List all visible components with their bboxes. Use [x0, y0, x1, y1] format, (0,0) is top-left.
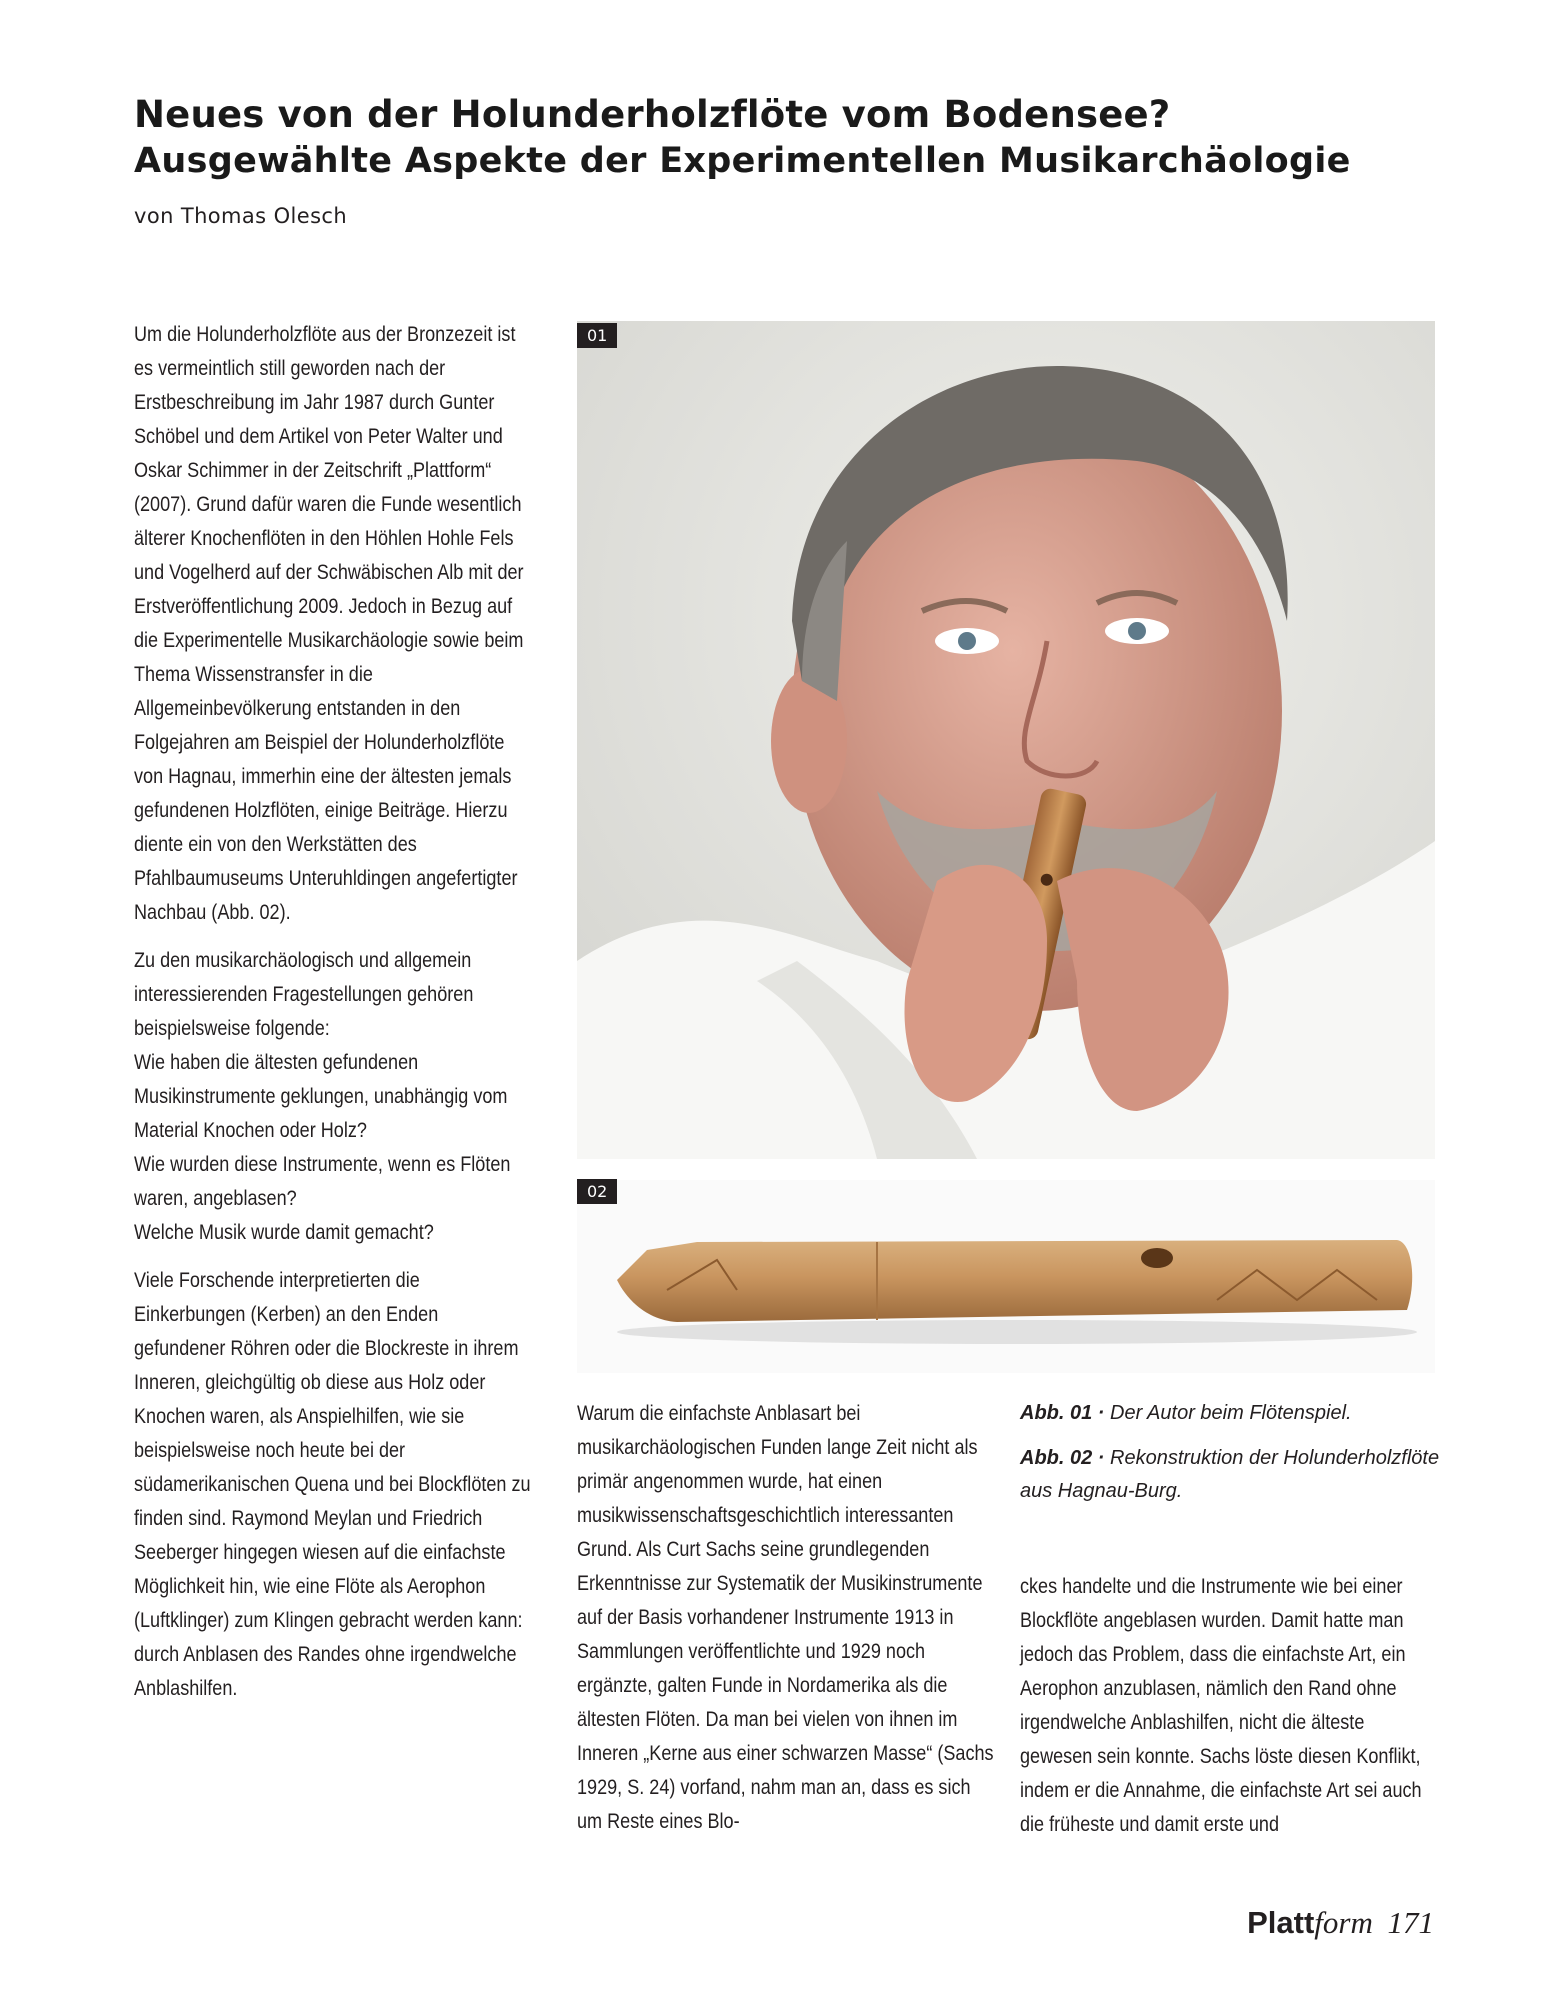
page-footer: [1247, 1905, 1434, 1941]
figure-author-photo: [577, 321, 1435, 1159]
magazine-name-italic: form: [1314, 1905, 1373, 1940]
question-1: Wie haben die ältesten gefundenen Musikinstrumente geklungen, unabhängig vom Material Knochen oder Holz?: [134, 1051, 508, 1142]
flute-photo-illustration: [577, 1180, 1435, 1373]
figure-2-label: 02: [577, 1179, 617, 1204]
caption-abb-01: [1020, 1397, 1440, 1430]
article-subtitle: Ausgewählte Aspekte der Experimentellen Musikarchäologie: [134, 141, 1351, 181]
questions-intro: Zu den musikarchäologisch und allgemein interessierenden Fragestellungen gehören beispielsweise folgende:: [134, 949, 474, 1040]
caption-abb-02: [1020, 1442, 1440, 1508]
figure-captions: [1020, 1397, 1440, 1520]
text-column-2: [577, 1397, 997, 1853]
paragraph-questions: [134, 944, 533, 1250]
article-title: Neues von der Holunderholzflöte vom Bodensee?: [134, 93, 1171, 136]
paragraph-sachs: Warum die einfachste Anblasart bei musikarchäologischen Funden lange Zeit nicht als primär angenommen wurde, hat einen musikwissenschaftsgeschichtlich interessanten Grund. Als Curt Sachs seine grundlegenden Erkenntnisse zur Systematik der Musikinstrumente auf der Basis vorhandener Instrumente 1913 in Sammlungen veröffentlichte und 1929 noch ergänzte, galten Funde in Nordamerika als die ältesten Flöten. Da man bei vielen von ihnen im Inneren „Kerne aus einer schwarzen Masse“ (Sachs 1929, S. 24) vorfand, nahm man an, dass es sich um Reste eines Blo-: [577, 1402, 994, 1833]
caption-abb-02-text: Rekonstruktion der Holunderholzflöte aus Hagnau-Burg.: [1020, 1447, 1440, 1502]
paragraph-intro: Um die Holunderholzflöte aus der Bronzezeit ist es vermeintlich still geworden nach der Erstbeschreibung im Jahr 1987 durch Gunter Schöbel und dem Artikel von Peter Walter und Oskar Schimmer in der Zeitschrift „Plattform“ (2007). Grund dafür waren die Funde wesentlich älterer Knochenflöten in den Höhlen Hohle Fels und Vogelherd auf der Schwäbischen Alb mit der Erstveröffentlichung 2009. Jedoch in Bezug auf die Experimentelle Musikarchäologie sowie beim Thema Wissenstransfer in die Allgemeinbevölkerung entstanden in den Folgejahren am Beispiel der Holunderholzflöte von Hagnau, immerhin eine der ältesten jemals gefundenen Holzflöten, einige Beiträge. Hierzu diente ein von den Werkstätten des Pfahlbaumuseums Unteruhldingen angefertigter Nachbau (Abb. 02).: [134, 323, 524, 924]
paragraph-researchers: Viele Forschende interpretierten die Einkerbungen (Kerben) an den Enden gefundener Röhren oder die Blockreste in ihrem Inneren, gleichgültig ob diese aus Holz oder Knochen waren, als Anspielhilfen, wie sie beispielsweise noch heute bei der südamerikanischen Quena und bei Blockflöten zu finden sind. Raymond Meylan und Friedrich Seeberger hingegen wiesen auf die einfachste Möglichkeit hin, wie eine Flöte als Aerophon (Luftklinger) zum Klingen gebracht werden kann: durch Anblasen des Randes ohne irgendwelche Anblashilfen.: [134, 1269, 531, 1700]
caption-abb-01-label: Abb. 01 ·: [1020, 1402, 1105, 1424]
question-2: Wie wurden diese Instrumente, wenn es Flöten waren, angeblasen?: [134, 1153, 511, 1210]
figure-1-label: 01: [577, 323, 617, 348]
text-column-3: [1020, 1570, 1440, 1856]
figure-flute-photo: [577, 1180, 1435, 1373]
author-photo-illustration: [577, 321, 1435, 1159]
article-header: [134, 92, 1454, 228]
text-column-1: [134, 318, 534, 1720]
caption-abb-02-label: Abb. 02 ·: [1020, 1447, 1105, 1469]
author-byline: von Thomas Olesch: [134, 204, 348, 228]
paragraph-continuation: ckes handelte und die Instrumente wie bei einer Blockflöte angeblasen wurden. Damit hatte man jedoch das Problem, dass die einfachste Art, ein Aerophon anzublasen, nämlich den Rand ohne irgendwelche Anblashilfen, nicht die älteste gewesen sein konnte. Sachs löste diesen Konflikt, indem er die Annahme, die einfachste Art sei auch die früheste und damit erste und: [1020, 1575, 1422, 1836]
caption-abb-01-text: Der Autor beim Flötenspiel.: [1110, 1402, 1352, 1424]
page-number: 171: [1387, 1905, 1434, 1940]
magazine-name-bold: Platt: [1247, 1905, 1315, 1940]
question-3: Welche Musik wurde damit gemacht?: [134, 1221, 434, 1244]
